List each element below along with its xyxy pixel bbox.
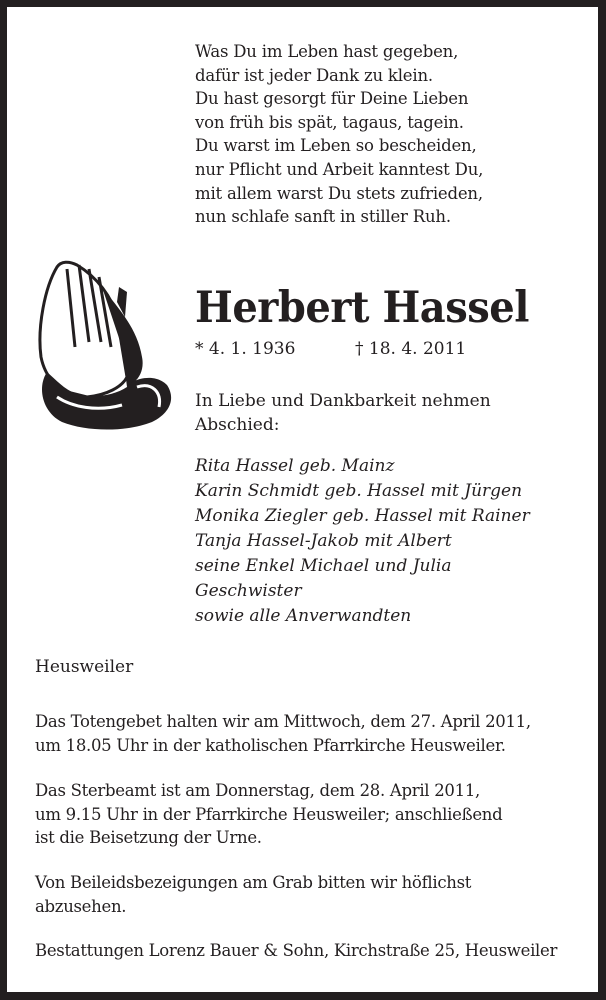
condolence-note bbox=[35, 871, 471, 918]
poem-line: Was Du im Leben hast gegeben, bbox=[195, 42, 459, 61]
text-line: ist die Beisetzung der Urne. bbox=[35, 828, 262, 847]
poem bbox=[195, 40, 483, 229]
praying-hands-icon bbox=[27, 247, 177, 447]
place: Heusweiler bbox=[35, 657, 134, 677]
poem-line: Du warst im Leben so bescheiden, bbox=[195, 136, 477, 156]
mourners-list bbox=[195, 454, 530, 629]
birth-date: * 4. 1. 1936 bbox=[195, 339, 296, 359]
mourner: Geschwister bbox=[195, 581, 302, 601]
mourner: Karin Schmidt geb. Hassel mit Jürgen bbox=[195, 481, 523, 501]
poem-line: von früh bis spät, tagaus, tagein. bbox=[195, 112, 464, 132]
life-dates bbox=[195, 339, 467, 359]
death-date: † 18. 4. 2011 bbox=[355, 339, 467, 359]
prayer-info bbox=[35, 710, 531, 757]
mourner: sowie alle Anverwandten bbox=[195, 606, 412, 626]
mourner: Tanja Hassel-Jakob mit Albert bbox=[195, 531, 452, 551]
text-line: Von Beileidsbezeigungen am Grab bitten wir höflichst bbox=[35, 873, 472, 892]
deceased-name: Herbert Hassel bbox=[195, 283, 530, 333]
text-line: um 18.05 Uhr in der katholischen Pfarrkirche Heusweiler. bbox=[35, 735, 506, 755]
poem-line: nur Pflicht und Arbeit kanntest Du, bbox=[195, 159, 484, 179]
requiem-info bbox=[35, 779, 502, 850]
poem-line: Du hast gesorgt für Deine Lieben bbox=[195, 89, 469, 109]
text-line: Das Totengebet halten wir am Mittwoch, dem 27. April 2011, bbox=[35, 712, 531, 731]
text-line: Das Sterbeamt ist am Donnerstag, dem 28. April 2011, bbox=[35, 781, 480, 800]
mourner: Monika Ziegler geb. Hassel mit Rainer bbox=[195, 506, 530, 526]
text-line: um 9.15 Uhr in der Pfarrkirche Heusweiler; anschließend bbox=[35, 804, 503, 824]
poem-line: dafür ist jeder Dank zu klein. bbox=[195, 65, 433, 85]
text-line: abzusehen. bbox=[35, 896, 127, 916]
mourner: Rita Hassel geb. Mainz bbox=[195, 456, 395, 476]
mourner: seine Enkel Michael und Julia bbox=[195, 556, 452, 576]
obituary-notice bbox=[7, 7, 598, 992]
farewell-text: In Liebe und Dankbarkeit nehmen Abschied: bbox=[195, 391, 491, 435]
text-line: Bestattungen Lorenz Bauer & Sohn, Kirchstraße 25, Heusweiler bbox=[35, 941, 558, 960]
poem-line: mit allem warst Du stets zufrieden, bbox=[195, 183, 483, 203]
funeral-home bbox=[35, 939, 557, 963]
poem-line: nun schlafe sanft in stiller Ruh. bbox=[195, 207, 451, 227]
